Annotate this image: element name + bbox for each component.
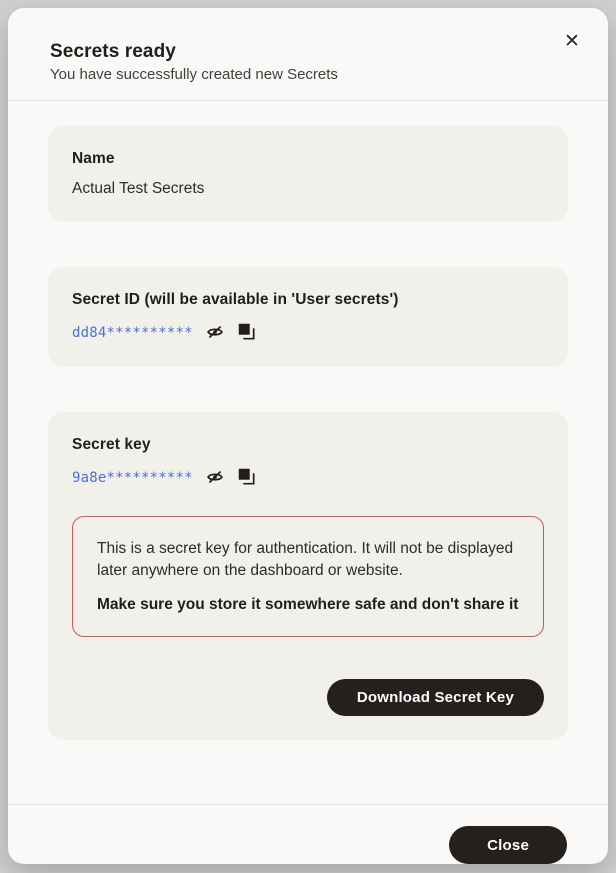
page-title: Secrets ready [50, 41, 176, 62]
download-secret-key-button[interactable]: Download Secret Key [327, 679, 544, 716]
modal-subtitle: You have successfully created new Secrets [50, 66, 338, 83]
eye-off-icon [205, 323, 225, 344]
name-card [48, 126, 568, 222]
secret-id-card [48, 267, 568, 367]
name-label: Name [72, 150, 115, 167]
secret-key-card [48, 412, 568, 740]
close-button[interactable] [561, 31, 583, 53]
modal-body [8, 101, 608, 804]
secret-key-copy-button[interactable] [237, 468, 257, 488]
close-footer-button[interactable]: Close [449, 826, 567, 864]
secret-key-reveal-button[interactable] [205, 468, 225, 488]
copy-icon [238, 323, 255, 343]
warning-text: This is a secret key for authentication. It will not be displayed later anywhere on the dashboard or website. [97, 540, 514, 579]
secret-id-label: Secret ID (will be available in 'User secrets') [72, 291, 399, 308]
secret-key-value: 9a8e********** [72, 470, 193, 486]
secret-key-value-row [72, 468, 544, 488]
warning-strong-text: Make sure you store it somewhere safe and don't share it [97, 596, 519, 613]
secret-key-label: Secret key [72, 436, 151, 453]
name-value: Actual Test Secrets [72, 180, 205, 197]
secret-id-copy-button[interactable] [237, 323, 257, 343]
copy-icon [238, 468, 255, 488]
download-row [72, 679, 544, 716]
secret-key-warning [72, 516, 544, 637]
secrets-ready-modal [8, 8, 608, 864]
modal-footer [8, 804, 608, 864]
close-icon: ✕ [564, 31, 580, 52]
eye-off-icon [205, 468, 225, 489]
secret-id-value: dd84********** [72, 325, 193, 341]
secret-id-reveal-button[interactable] [205, 323, 225, 343]
secret-id-value-row [72, 323, 544, 343]
modal-header [8, 8, 608, 101]
